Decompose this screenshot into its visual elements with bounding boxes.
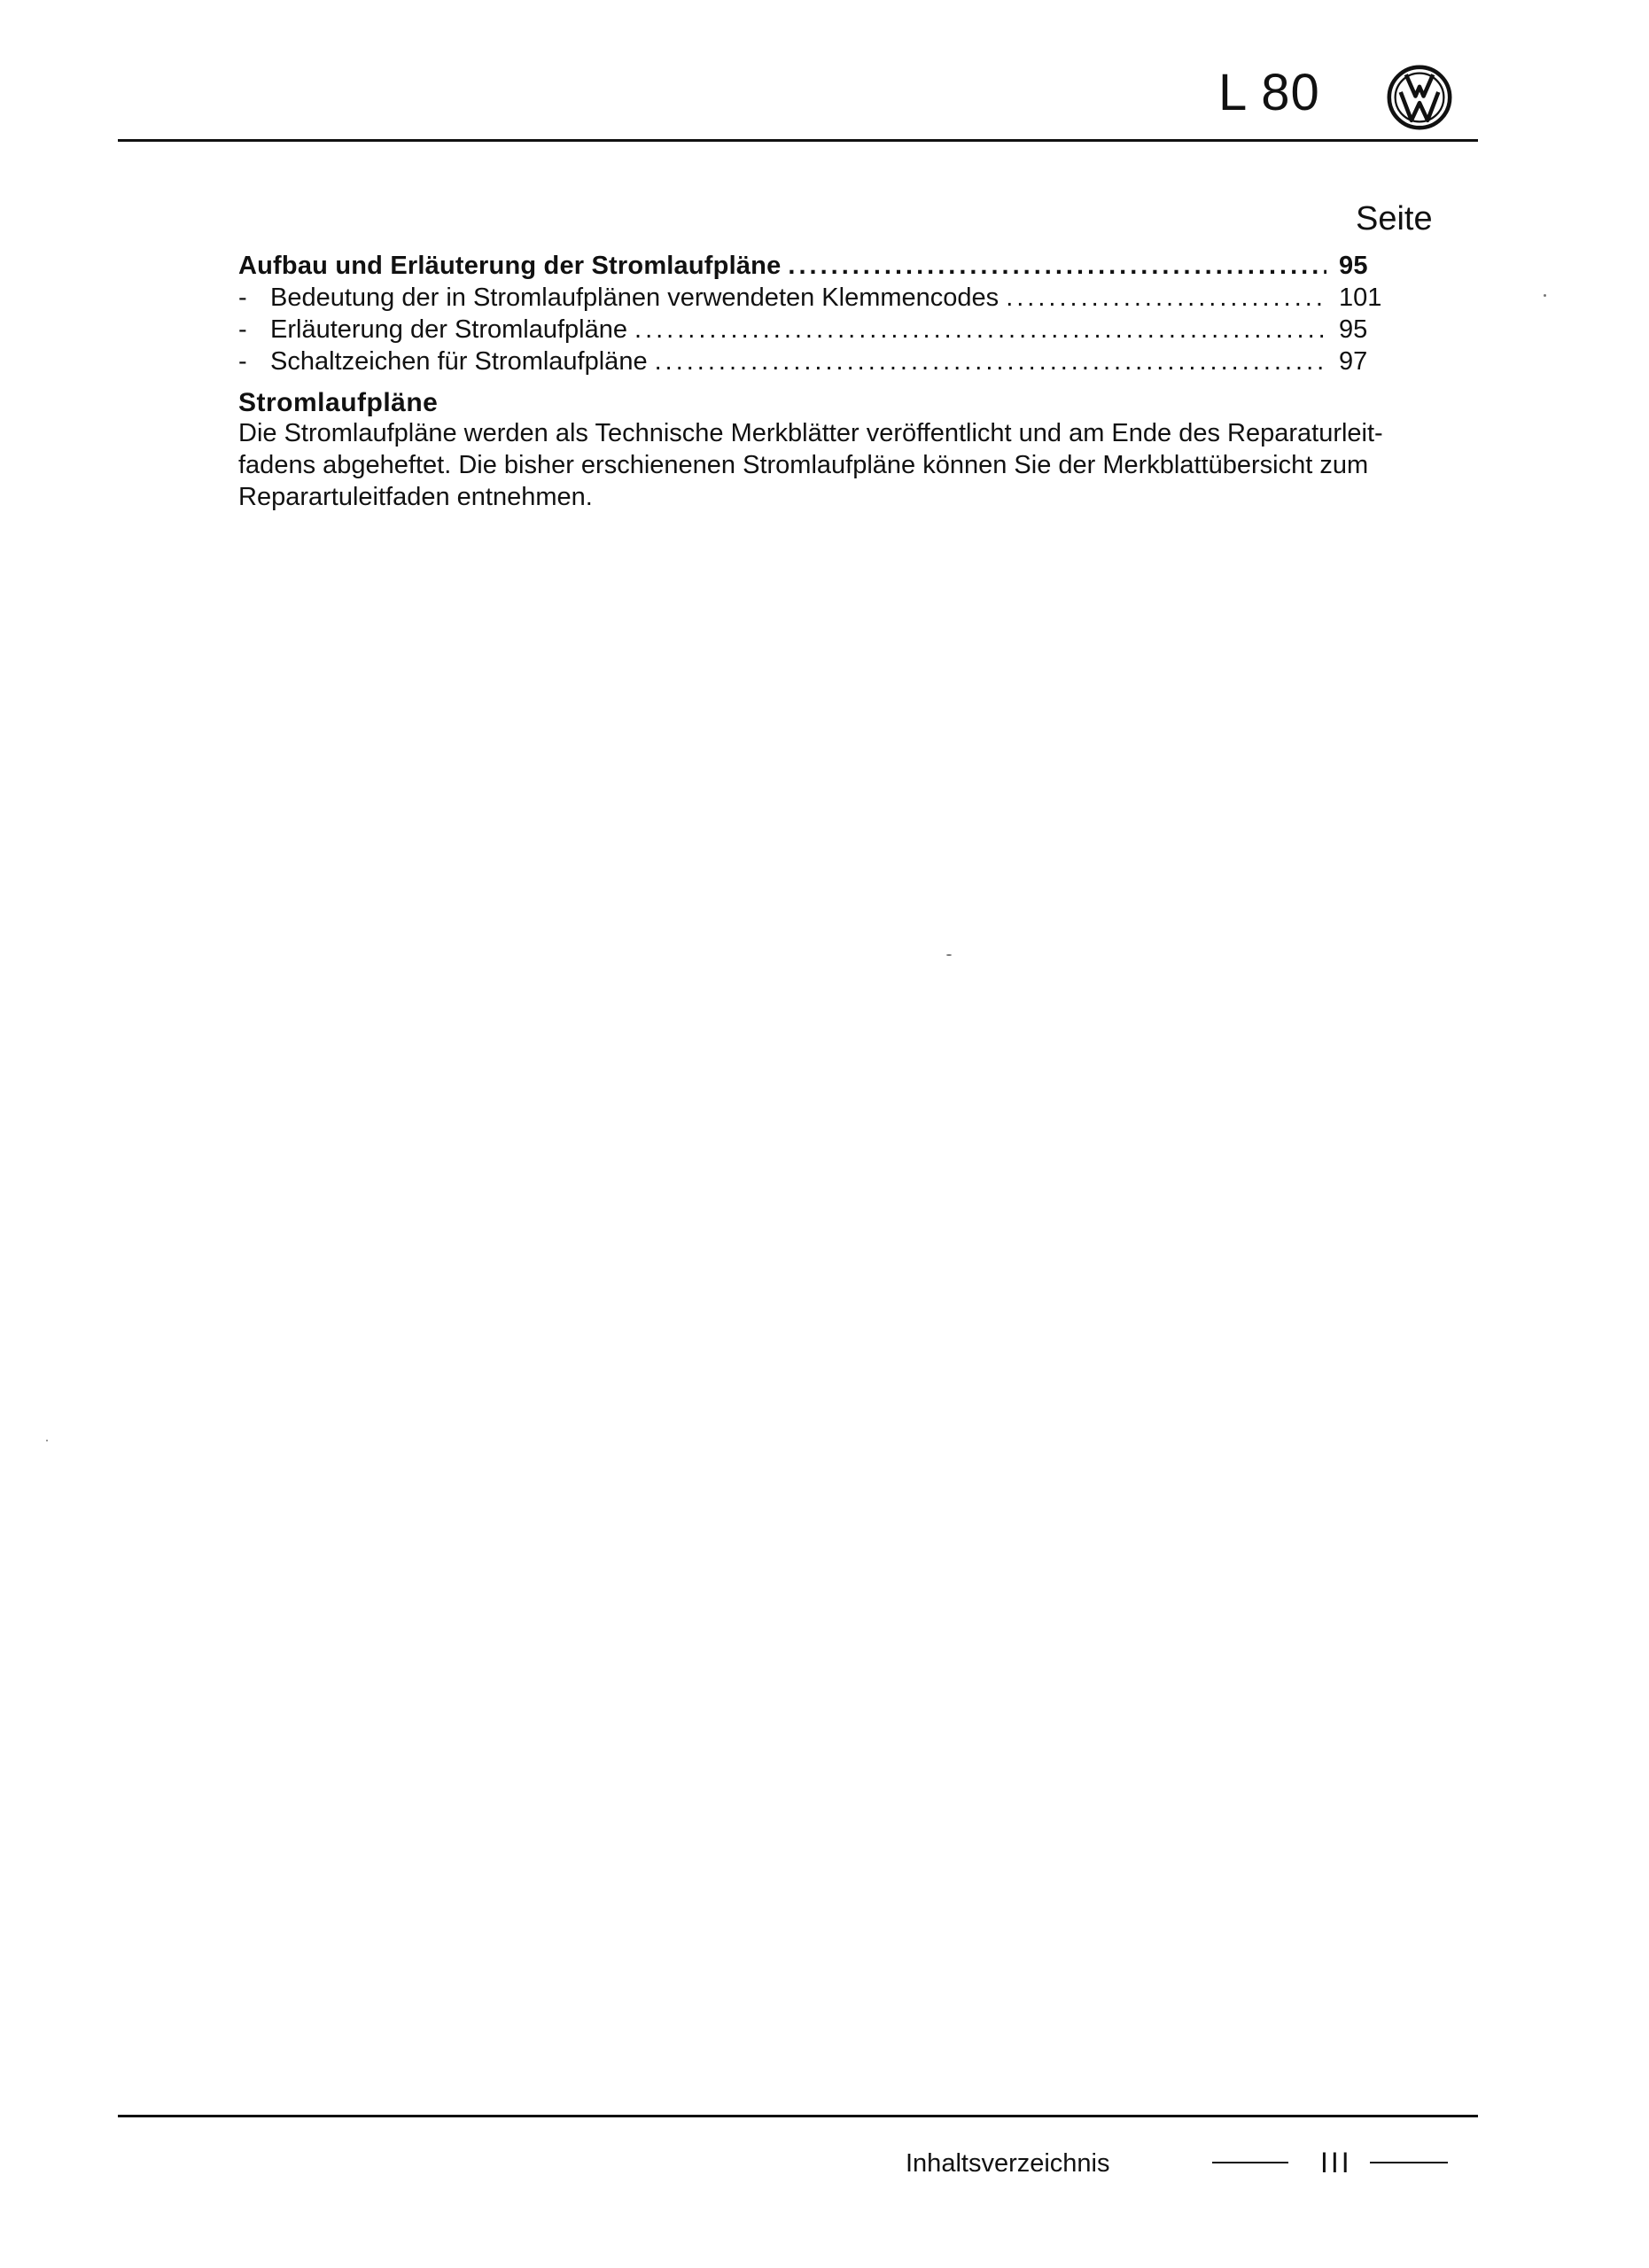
list-dash: -	[238, 347, 247, 376]
footer-rule-left	[1212, 2162, 1288, 2163]
toc-sub-entry[interactable]	[238, 282, 1403, 314]
toc-entry-title: Aufbau und Erläuterung der Stromlaufpläne	[238, 252, 782, 280]
list-dash: -	[238, 284, 247, 312]
body-line: fadens abgeheftet. Die bisher erschienenen Stromlaufpläne können Sie der Merkblattübersicht zum	[238, 451, 1369, 479]
section-heading: Stromlaufpläne	[238, 388, 439, 417]
scan-speck	[1544, 294, 1546, 297]
toc-entry[interactable]	[238, 250, 1403, 282]
list-dash: -	[238, 315, 247, 344]
footer-page-number: III	[1320, 2147, 1352, 2179]
toc-entry-page: 95	[1339, 252, 1368, 280]
body-line: Reparartuleitfaden entnehmen.	[238, 483, 593, 511]
dot-leader	[788, 250, 1326, 282]
toc-entry-page: 97	[1339, 347, 1368, 376]
toc-sub-entry[interactable]	[238, 314, 1403, 346]
page-header-title: L 80	[1218, 64, 1320, 121]
footer-divider	[118, 2115, 1478, 2117]
footer-label: Inhaltsverzeichnis	[906, 2149, 1110, 2178]
toc-entry-title: Erläuterung der Stromlaufpläne	[270, 315, 628, 344]
page-column-label: Seite	[1356, 200, 1433, 237]
toc-entry-page: 101	[1339, 284, 1382, 312]
footer-rule-right	[1370, 2162, 1448, 2163]
toc-entry-title: Bedeutung der in Stromlaufplänen verwendeten Klemmencodes	[270, 284, 1000, 312]
dot-leader	[634, 314, 1326, 346]
vw-logo-icon	[1386, 64, 1453, 131]
dot-leader	[655, 346, 1326, 377]
scan-speck	[46, 1440, 48, 1441]
dot-leader	[1006, 282, 1326, 314]
table-of-contents	[238, 250, 1403, 377]
section-body	[238, 417, 1417, 513]
toc-entry-page: 95	[1339, 315, 1368, 344]
body-line: Die Stromlaufpläne werden als Technische Merkblätter veröffentlicht und am Ende des Reparaturleit-	[238, 419, 1383, 447]
toc-entry-title: Schaltzeichen für Stromlaufpläne	[270, 347, 648, 376]
toc-sub-entry[interactable]	[238, 346, 1403, 377]
header-divider	[118, 139, 1478, 142]
scan-speck	[946, 954, 952, 956]
